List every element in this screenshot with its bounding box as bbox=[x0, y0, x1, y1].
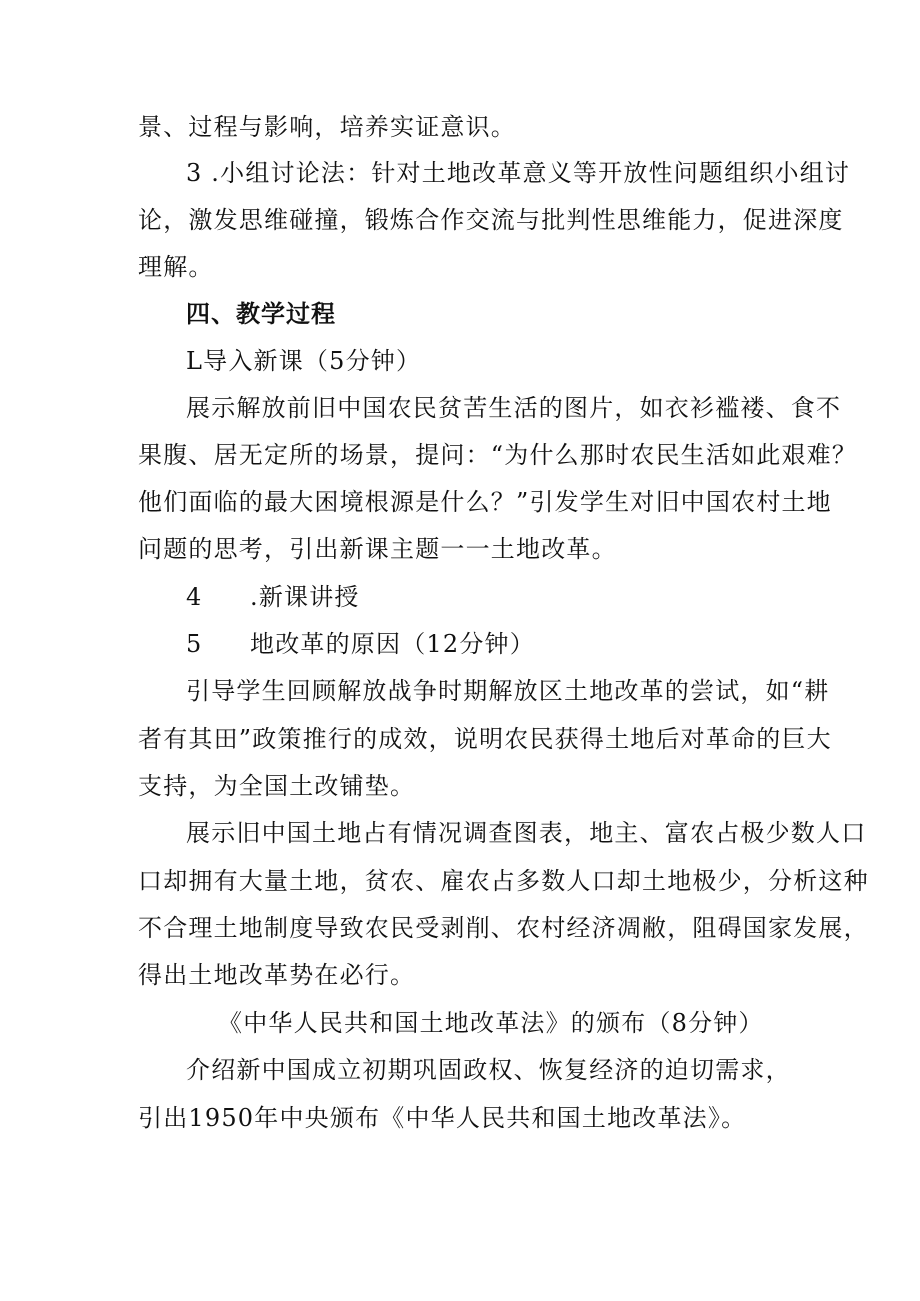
paragraph-line: 支持，为全国土改铺垫。 bbox=[138, 772, 416, 800]
paragraph-line: 介绍新中国成立初期巩固政权、恢复经济的迫切需求， bbox=[186, 1056, 791, 1084]
paragraph-line: 口却拥有大量土地，贫农、雇农占多数人口却土地极少，分析这种 bbox=[138, 867, 869, 895]
list-number: 4 bbox=[186, 583, 203, 611]
paragraph-line: 展示解放前旧中国农民贫苦生活的图片，如衣衫褴褛、食不 bbox=[186, 394, 842, 422]
paragraph-line: 得出土地改革势在必行。 bbox=[138, 961, 416, 989]
paragraph-line: 理解。 bbox=[138, 253, 214, 281]
list-number: 5 bbox=[186, 630, 203, 658]
section-heading: 四、教学过程 bbox=[186, 300, 336, 328]
subsection-heading: 《中华人民共和国土地改革法》的颁布（8分钟） bbox=[218, 1009, 764, 1037]
paragraph-line: 3 .小组讨论法：针对土地改革意义等开放性问题组织小组讨 bbox=[186, 159, 851, 187]
heading-text: 地改革的原因（12分钟） bbox=[250, 630, 535, 658]
numbered-heading bbox=[186, 629, 846, 659]
heading-text: .新课讲授 bbox=[250, 583, 360, 611]
paragraph-line: 引出1950年中央颁布《中华人民共和国土地改革法》。 bbox=[138, 1104, 747, 1132]
paragraph-line: 引导学生回顾解放战争时期解放区土地改革的尝试，如“耕 bbox=[186, 677, 830, 705]
paragraph-line: 论，激发思维碰撞，锻炼合作交流与批判性思维能力，促进深度 bbox=[138, 206, 844, 234]
paragraph-line: 展示旧中国土地占有情况调查图表，地主、富农占极少数人口 bbox=[186, 819, 867, 847]
paragraph-line: 问题的思考，引出新课主题一一土地改革。 bbox=[138, 535, 617, 563]
numbered-heading bbox=[186, 582, 846, 612]
paragraph-line: 者有其田”政策推行的成效，说明农民获得土地后对革命的巨大 bbox=[138, 725, 832, 753]
paragraph-line: 不合理土地制度导致农民受剥削、农村经济凋敝，阻碍国家发展， bbox=[138, 914, 869, 942]
subsection-heading: L导入新课（5分钟） bbox=[186, 347, 422, 375]
paragraph-line: 果腹、居无定所的场景，提问：“为什么那时农民生活如此艰难？ bbox=[138, 441, 858, 469]
paragraph-line: 他们面临的最大困境根源是什么？”引发学生对旧中国农村土地 bbox=[138, 488, 832, 516]
paragraph-line: 景、过程与影响，培养实证意识。 bbox=[138, 113, 516, 141]
